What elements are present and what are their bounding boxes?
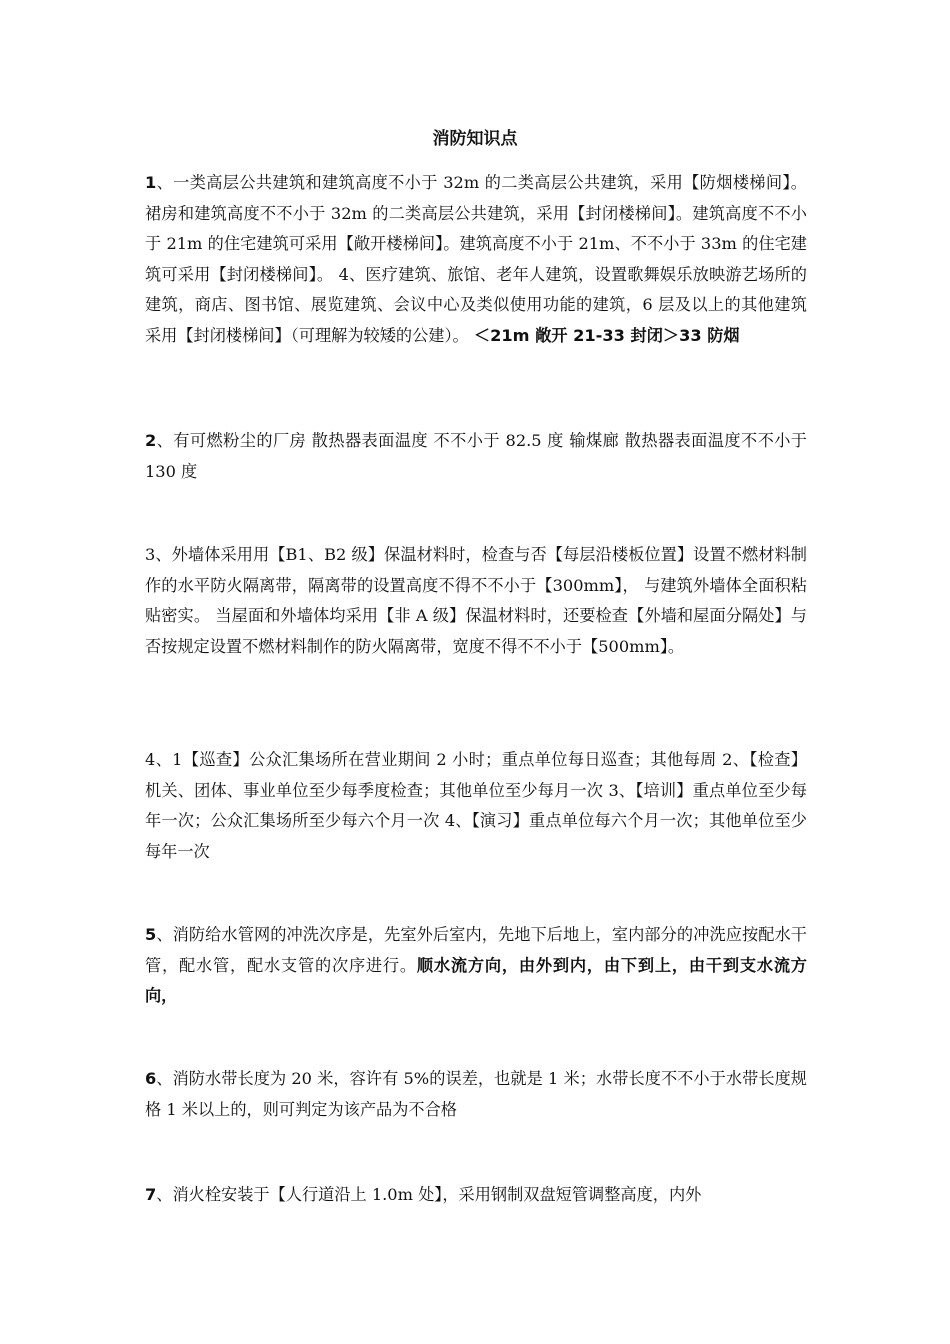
paragraph-2 (145, 426, 807, 487)
item-number: 5 (145, 925, 157, 944)
paragraph-text: 、消防水带长度为 20 米，容许有 5%的误差，也就是 1 米；水带长度不不小于水带长度规格 1 米以上的，则可判定为该产品为不合格 (145, 1069, 807, 1119)
bold-summary: ＜21m 敞开 21-33 封闭＞33 防烟 (473, 325, 740, 345)
paragraph-3 (145, 540, 807, 662)
paragraph-text: 3、外墙体采用用【B1、B2 级】保温材料时，检查与否【每层沿楼板位置】设置不燃材料制作的水平防火隔离带，隔离带的设置高度不得不不小于【300mm】， 与建筑外墙体全面积粘贴密实。 当屋面和外墙体均采用【非 A 级】保温材料时，还要检查【外墙和屋面分隔处】与否按规定设置不燃材料制作的防火隔离带，宽度不得不不小于【500mm】。 (145, 545, 807, 656)
paragraph-6 (145, 1064, 807, 1125)
paragraph-1 (145, 168, 807, 351)
page-title: 消防知识点 (432, 129, 518, 149)
item-number: 1 (145, 173, 157, 192)
paragraph-7 (145, 1180, 807, 1211)
paragraph-text: 、消火栓安装于【人行道沿上 1.0m 处】，采用钢制双盘短管调整高度，内外 (156, 1185, 702, 1204)
bold-summary: 顺水流方向，由外到内，由下到上，由干到支水流方向， (145, 955, 807, 1005)
paragraph-5 (145, 920, 807, 1012)
paragraph-text: 、消防给水管网的冲洗次序是，先室外后室内，先地下后地上，室内部分的冲洗应按配水干管，配水管，配水支管的次序进行。 (145, 925, 807, 975)
paragraph-text: 、一类高层公共建筑和建筑高度不小于 32m 的二类高层公共建筑，采用【防烟楼梯间】。裙房和建筑高度不不小于 32m 的二类高层公共建筑，采用【封闭楼梯间】。建筑高度不不小于 21m 的住宅建筑可采用【敞开楼梯间】。建筑高度不小于 21m、不不小于 33m 的住宅建筑可采用【封闭楼梯间】。 4、医疗建筑、旅馆、老年人建筑，设置歌舞娱乐放映游艺场所的建筑，商店、图书馆、展览建筑、会议中心及类似使用功能的建筑，6 层及以上的其他建筑采用【封闭楼梯间】（可理解为较矮的公建）。 (145, 173, 807, 345)
item-number: 2 (145, 431, 157, 450)
item-number: 7 (145, 1185, 157, 1204)
paragraph-4 (145, 745, 807, 867)
paragraph-text: 4、1【巡查】公众汇集场所在营业期间 2 小时；重点单位每日巡查；其他每周 2、【检查】机关、团体、事业单位至少每季度检查；其他单位至少每月一次 3、【培训】重点单位至少每年一次；公众汇集场所至少每六个月一次 4、【演习】重点单位每六个月一次；其他单位至少每年一次 (145, 750, 807, 861)
paragraph-text: 、有可燃粉尘的厂房 散热器表面温度 不不小于 82.5 度 输煤廊 散热器表面温度不不小于 130 度 (145, 431, 807, 481)
item-number: 6 (145, 1069, 157, 1088)
